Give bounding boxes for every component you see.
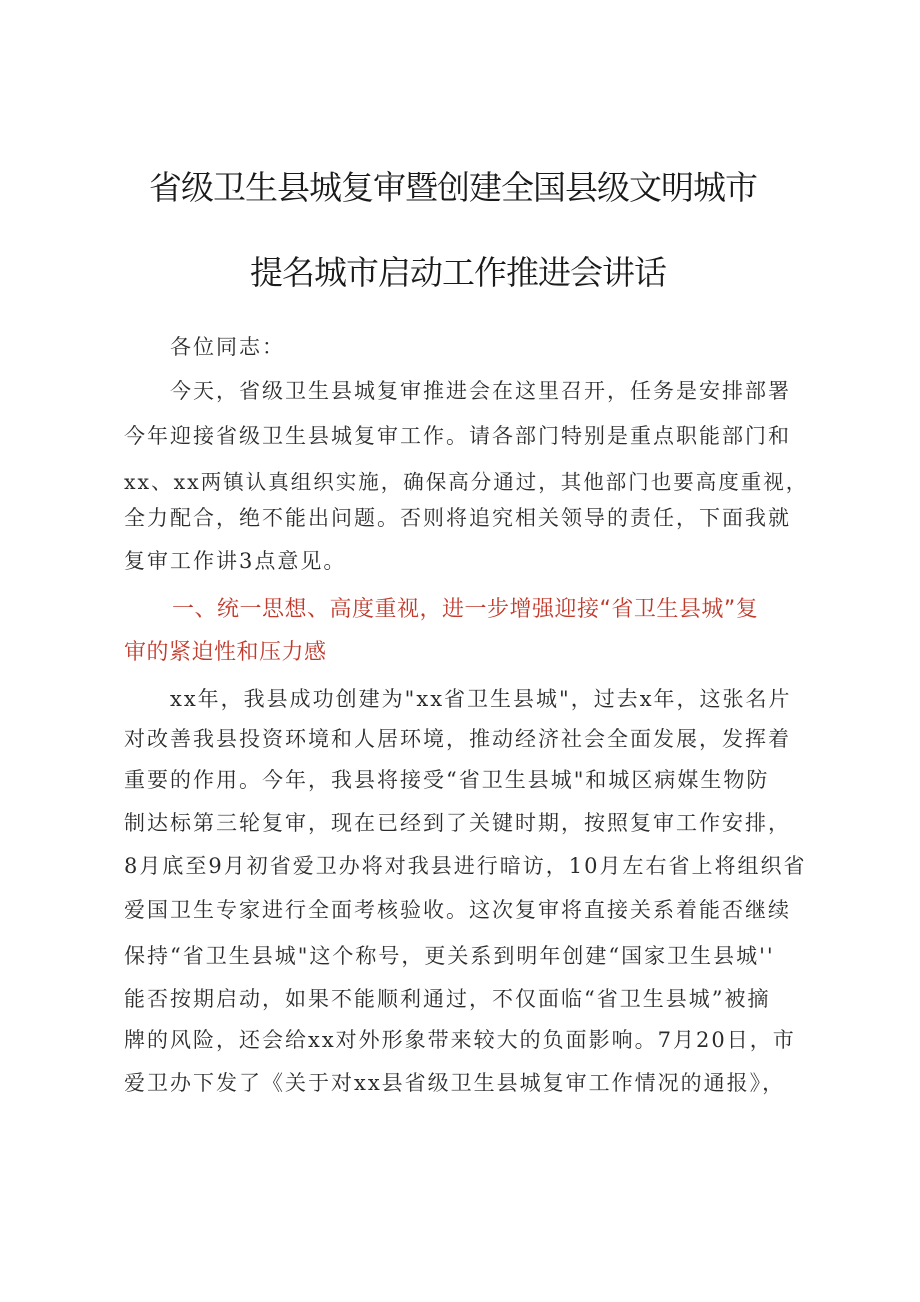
- paragraph-line: 保持“省卫生县城"这个称号，更关系到明年创建“国家卫生县城'': [124, 944, 775, 968]
- paragraph-line: xx、xx两镇认真组织实施，确保高分通过，其他部门也要高度重视，: [124, 470, 809, 494]
- paragraph-line: 复审工作讲3点意见。: [124, 549, 347, 573]
- paragraph-line: 8月底至9月初省爱卫办将对我县进行暗访，10月左右省上将组织省: [124, 854, 807, 878]
- paragraph-line: 今年迎接省级卫生县城复审工作。请各部门特别是重点职能部门和: [124, 424, 791, 448]
- section-heading-line-1: 一、统一思想、高度重视，进一步增强迎接“省卫生县城”复: [172, 597, 759, 622]
- paragraph-line: 爱国卫生专家进行全面考核验收。这次复审将直接关系着能否继续: [124, 898, 791, 922]
- salutation: 各位同志：: [170, 335, 285, 359]
- paragraph-line: 重要的作用。今年，我县将接受“省卫生县城"和城区病媒生物防: [124, 768, 770, 792]
- document-title-line-2: 提名城市启动工作推进会讲话: [250, 253, 666, 292]
- paragraph-line: 全力配合，绝不能出问题。否则将追究相关领导的责任，下面我就: [124, 506, 791, 530]
- paragraph-line: 牌的风险，还会给xx对外形象带来较大的负面影响。7月20日，市: [124, 1028, 796, 1052]
- document-title-line-1: 省级卫生县城复审暨创建全国县级文明城市: [149, 168, 757, 207]
- paragraph-line: 对改善我县投资环境和人居环境，推动经济社会全面发展，发挥着: [124, 727, 791, 751]
- paragraph-line: 爱卫办下发了《关于对xx县省级卫生县城复审工作情况的通报》，: [124, 1071, 786, 1095]
- paragraph-line: 制达标第三轮复审，现在已经到了关键时期，按照复审工作安排，: [124, 811, 791, 835]
- paragraph-line: xx年，我县成功创建为"xx省卫生县城"，过去x年，这张名片: [170, 687, 792, 711]
- paragraph-line: 能否按期启动，如果不能顺利通过，不仅面临“省卫生县城”被摘: [124, 987, 771, 1011]
- paragraph-line: 今天，省级卫生县城复审推进会在这里召开，任务是安排部署: [170, 379, 791, 403]
- section-heading-line-2: 审的紧迫性和压力感: [124, 640, 327, 665]
